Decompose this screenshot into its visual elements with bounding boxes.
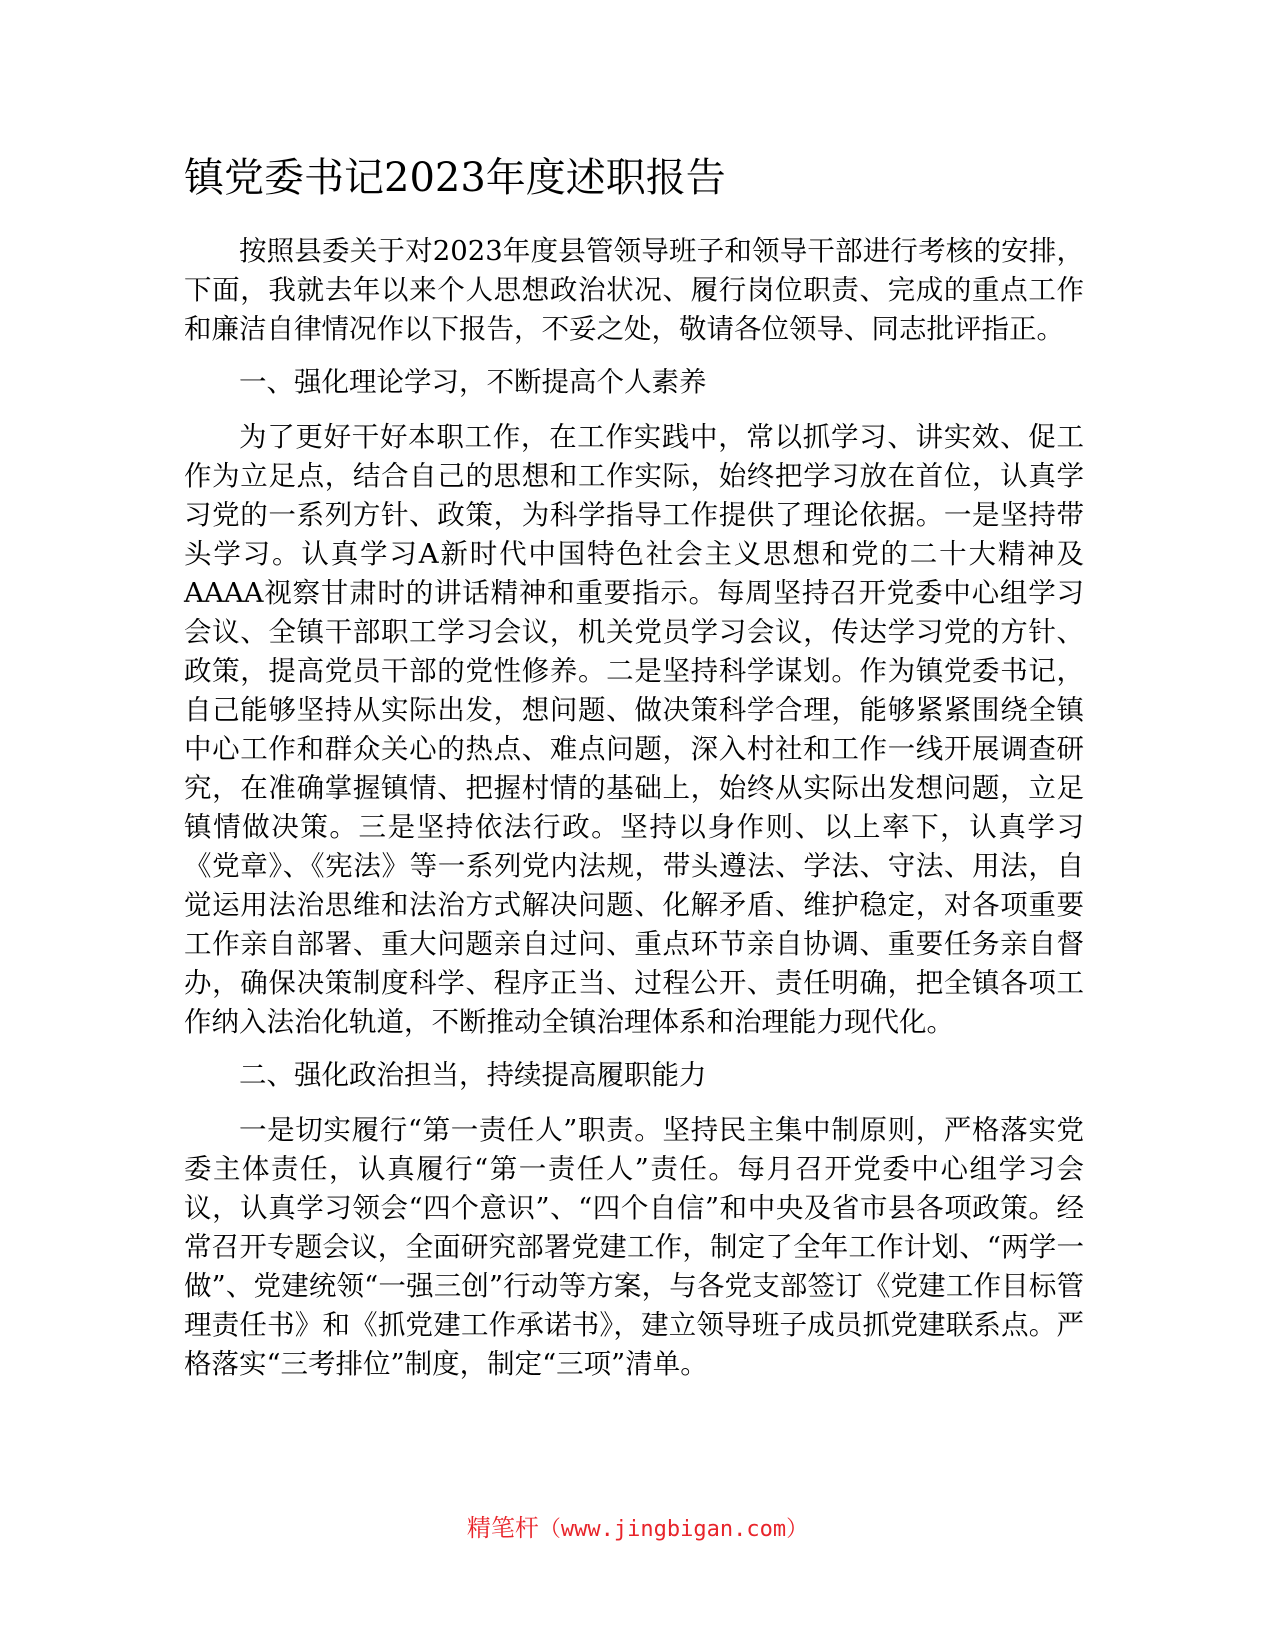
section-heading-1: 一、强化理论学习，不断提高个人素养 — [239, 366, 707, 398]
section-2-paragraph: 一是切实履行“第一责任人”职责。坚持民主集中制原则，严格落实党委主体责任，认真履行“第一责任人”责任。每月召开党委中心组学习会议，认真学习领会“四个意识”、“四个自信”和中央及省市县各项政策。经常召开专题会议，全面研究部署党建工作，制定了全年工作计划、“两学一做”、党建统领“一强三创”行动等方案，与各党支部签订《党建工作目标管理责任书》和《抓党建工作承诺书》，建立领导班子成员抓党建联系点。严格落实“三考排位”制度，制定“三项”清单。 — [184, 1114, 1084, 1380]
section-heading-2: 二、强化政治担当，持续提高履职能力 — [239, 1059, 707, 1091]
footer-url: （www.jingbigan.com） — [538, 1517, 809, 1542]
footer-site-name: 精笔杆 — [466, 1514, 539, 1542]
page-footer-watermark — [0, 1513, 1275, 1545]
section-1-paragraph: 为了更好干好本职工作，在工作实践中，常以抓学习、讲实效、促工作为立足点，结合自己的思想和工作实际，始终把学习放在首位，认真学习党的一系列方针、政策，为科学指导工作提供了理论依据。一是坚持带头学习。认真学习A新时代中国特色社会主义思想和党的二十大精神及AAAA视察甘肃时的讲话精神和重要指示。每周坚持召开党委中心组学习会议、全镇干部职工学习会议，机关党员学习会议，传达学习党的方针、政策，提高党员干部的党性修养。二是坚持科学谋划。作为镇党委书记，自己能够坚持从实际出发，想问题、做决策科学合理，能够紧紧围绕全镇中心工作和群众关心的热点、难点问题，深入村社和工作一线开展调查研究，在准确掌握镇情、把握村情的基础上，始终从实际出发想问题，立足镇情做决策。三是坚持依法行政。坚持以身作则、以上率下，认真学习《党章》、《宪法》等一系列党内法规，带头遵法、学法、守法、用法，自觉运用法治思维和法治方式解决问题、化解矛盾、维护稳定，对各项重要工作亲自部署、重大问题亲自过问、重点环节亲自协调、重要任务亲自督办，确保决策制度科学、程序正当、过程公开、责任明确，把全镇各项工作纳入法治化轨道，不断推动全镇治理体系和治理能力现代化。 — [184, 421, 1084, 1038]
document-body — [184, 232, 1084, 1398]
document-title: 镇党委书记2023年度述职报告 — [184, 155, 726, 201]
intro-paragraph: 按照县委关于对2023年度县管领导班子和领导干部进行考核的安排，下面，我就去年以来个人思想政治状况、履行岗位职责、完成的重点工作和廉洁自律情况作以下报告，不妥之处，敬请各位领导、同志批评指正。 — [184, 235, 1084, 345]
